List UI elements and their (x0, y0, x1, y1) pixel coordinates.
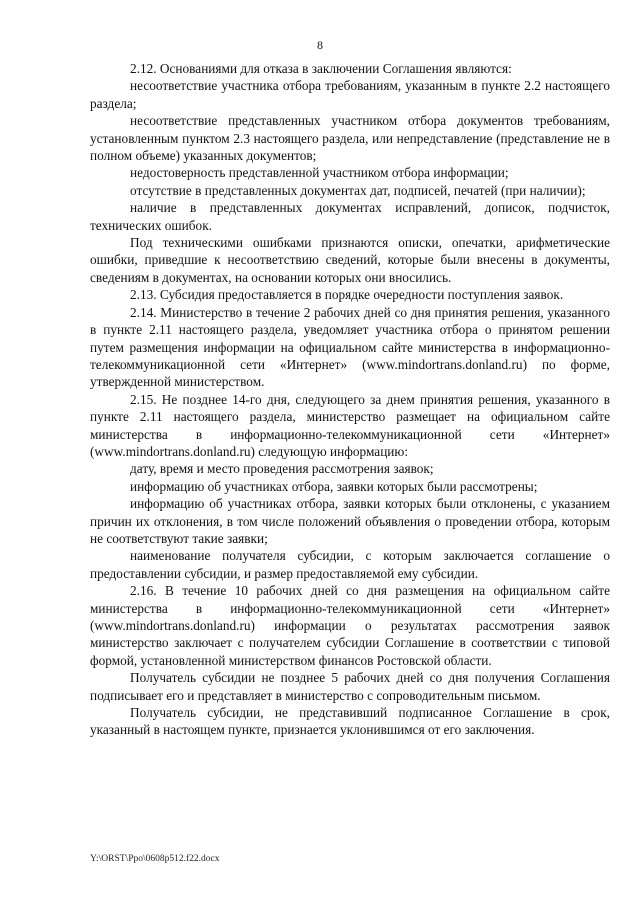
paragraph-2-12: 2.12. Основаниями для отказа в заключении Соглашения являются: (130, 61, 512, 76)
file-path-footer: Y:\ORST\Ppo\0608p512.f22.docx (90, 854, 220, 864)
paragraph-recipient-evading: Получатель субсидии, не представивший подписанное Соглашение в срок, указанный в настоящем пункте, признается уклонившимся от его заключения. (90, 705, 610, 738)
list-item-review-date: дату, время и место проведения рассмотрения заявок; (130, 461, 434, 477)
list-item-documents-mismatch: несоответствие представленных участником отбора документов требованиям, установленным пунктом 2.3 настоящего раздела, или непредставление (представление не в полном объеме) указанных документов; (90, 113, 610, 164)
paragraph-2-13: 2.13. Субсидия предоставляется в порядке очередности поступления заявок. (130, 287, 564, 303)
paragraph-recipient-signing: Получатель субсидии не позднее 5 рабочих дней со дня получения Соглашения подписывает его и представляет в министерство с сопроводительным письмом. (90, 670, 610, 703)
list-item-corrections: наличие в представленных документах исправлений, дописок, подчисток, технических ошибок. (90, 200, 610, 233)
list-item-rejected-participants: информацию об участниках отбора, заявки которых были отклонены, с указанием причин их отклонения, в том числе положений объявления о проведении отбора, которым не соответствуют такие заявки; (90, 496, 610, 546)
list-item-recipient-name: наименование получателя субсидии, с которым заключается соглашение о предоставлении субсидии, и размер предоставляемой ему субсидии. (90, 548, 610, 581)
document-body (90, 60, 610, 739)
paragraph-2-14: 2.14. Министерство в течение 2 рабочих дней со дня принятия решения, указанного в пункте 2.11 настоящего раздела, уведомляет участника отбора о принятом решении путем размещения информации на официальном сайте министерства в информационно-телекоммуникационной сети «Интернет» (www.mindortrans.donland.ru) по форме, утвержденной министерством. (90, 304, 610, 390)
paragraph-technical-errors: Под техническими ошибками признаются описки, опечатки, арифметические ошибки, приведшие к несоответствию сведений, которые были внесены в документы, сведениям в документах, на основании которых они вносились. (90, 235, 610, 285)
list-item-requirements-mismatch: несоответствие участника отбора требованиям, указанным в пункте 2.2 настоящего раздела; (90, 78, 610, 111)
paragraph-2-15: 2.15. Не позднее 14-го дня, следующего за днем принятия решения, указанного в пункте 2.11 настоящего раздела, министерство размещает на официальном сайте министерства в информационно-телекоммуникационной сети «Интернет» (www.mindortrans.donland.ru) следующую информацию: (90, 391, 610, 459)
page-number: 8 (317, 38, 323, 52)
list-item-missing-signatures: отсутствие в представленных документах дат, подписей, печатей (при наличии); (130, 182, 586, 198)
list-item-reviewed-participants: информацию об участниках отбора, заявки которых были рассмотрены; (130, 478, 538, 494)
list-item-false-information: недостоверность представленной участником отбора информации; (130, 165, 509, 181)
paragraph-2-16: 2.16. В течение 10 рабочих дней со дня размещения на официальном сайте министерства в информационно-телекоммуникационной сети «Интернет» (www.mindortrans.donland.ru) информации о результатах рассмотрения заявок министерство заключает с получателем субсидии Соглашение в соответствии с типовой формой, установленной министерством финансов Ростовской области. (90, 583, 610, 668)
